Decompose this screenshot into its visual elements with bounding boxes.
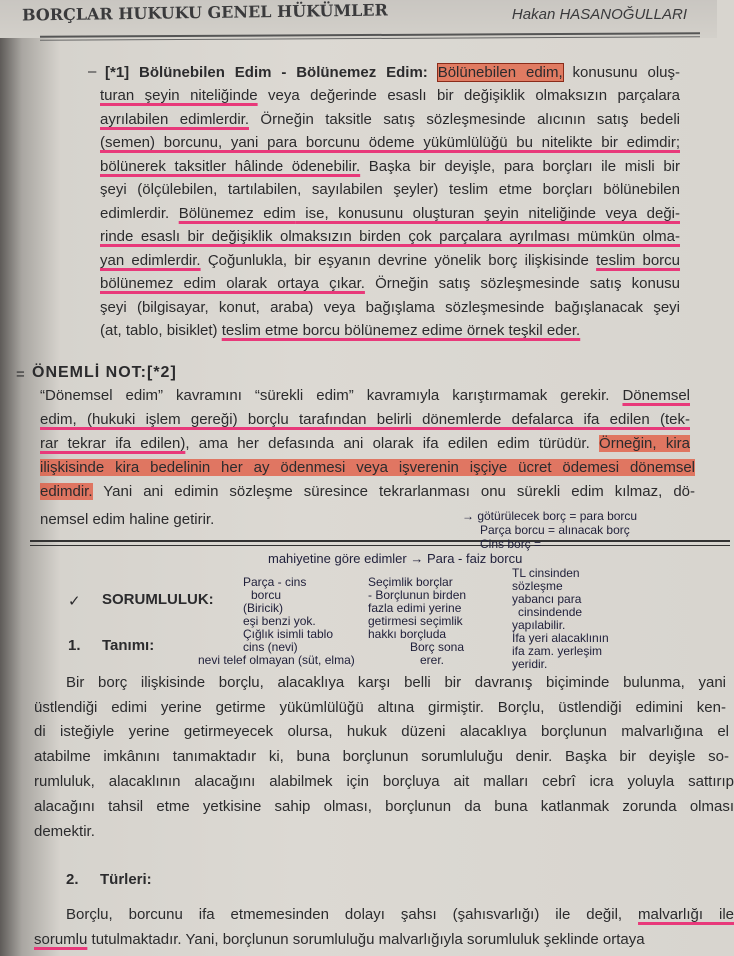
important-note-title: ÖNEMLİ NOT:[*2] <box>32 364 177 381</box>
handwritten-note: Parça - cins <box>243 575 307 589</box>
handwritten-note: erer. <box>420 653 445 667</box>
handwritten-note: borcu <box>251 588 282 602</box>
underlined-text: teslim etme borcu bölünemez edime örnek teşkil eder. <box>221 322 581 339</box>
text-line <box>100 157 680 177</box>
handwritten-note: Parça borcu = alınacak borç <box>480 523 630 537</box>
text-run: konusunu oluş- <box>562 64 680 81</box>
handwritten-note: cins (nevi) <box>243 640 298 654</box>
handwritten-note: TL cinsinden <box>512 566 580 580</box>
handwritten-note: - Borçlunun birden <box>368 588 467 602</box>
text-line <box>34 698 726 718</box>
text-line <box>34 772 734 792</box>
highlighted-text: Bölünebilen edim, <box>437 64 563 81</box>
text-run: Örneğin taksitle satış sözleşmesinde alıcının satış bedeli <box>249 111 681 128</box>
check-mark-icon: ✓ <box>68 593 81 610</box>
subsection-number: 2. <box>66 871 79 888</box>
handwritten-note: fazla edimi yerine <box>368 601 462 615</box>
text-line <box>100 274 680 294</box>
text-line <box>100 86 680 106</box>
underlined-text: ayrılabilen edimlerdir. <box>100 111 249 128</box>
highlighted-text: Örneğin, kira <box>599 435 690 452</box>
handwritten-note: ifa zam. yerleşim <box>512 644 603 658</box>
handwritten-note: Borç sona <box>410 640 465 654</box>
underlined-text: Bölünemez edim <box>178 205 296 222</box>
subsection-heading: Tanımı: <box>102 637 155 654</box>
text-run: (at, tablo, bisiklet) <box>100 322 222 339</box>
handwritten-note: eşi benzi yok. <box>243 614 316 628</box>
text-line <box>34 822 104 842</box>
text-run: rumluluk, alacaklının alacağını alabilmek için borçluya ait malları cebrî icra yoluyla sattırıp <box>34 773 734 790</box>
text-line <box>100 204 680 224</box>
subsection-heading: Türleri: <box>100 871 152 888</box>
handwritten-note: yeridir. <box>512 657 548 671</box>
section-divider <box>30 545 730 546</box>
text-line <box>40 410 690 430</box>
text-line <box>100 298 680 318</box>
text-line <box>34 722 729 742</box>
text-run: Borçlu, borcunu ifa etmemesinden dolayı şahsı (şahısvarlığı) ile değil, <box>66 906 639 923</box>
underlined-text: teslim borcu <box>596 252 681 269</box>
text-line <box>34 930 734 950</box>
handwritten-note: sözleşme <box>512 579 563 593</box>
text-run: alacağını tahsil etme yetkisine sahip olması, borçlunun da buna katlanmak zorunda olması <box>34 798 734 815</box>
text-line <box>100 133 680 153</box>
text-line <box>34 747 729 767</box>
text-line <box>105 63 680 83</box>
text-run: tutulmaktadır. Yani, borçlunun sorumluluğu malvarlığıyla sorumluluk şeklinde ortaya <box>87 931 645 948</box>
underlined-text: bölünerek taksitler hâlinde ödenebilir. <box>100 158 361 175</box>
handwritten-note: Seçimlik borçlar <box>368 575 453 589</box>
text-line <box>34 797 734 817</box>
handwritten-note: mahiyetine göre edimler → Para - faiz borcu <box>268 551 523 566</box>
handwritten-note: (Biricik) <box>243 601 283 615</box>
text-line <box>66 673 726 693</box>
text-line <box>40 482 695 502</box>
bold-text: [*1] Bölünebilen Edim - Bölünemez Edim: <box>105 64 438 81</box>
underlined-text: turan şeyin niteliğinde <box>100 87 258 104</box>
handwritten-note: → götürülecek borç = para borcu <box>462 509 638 523</box>
text-line <box>40 510 270 530</box>
text-run: veya değerinde esaslı bir değişiklik olmaksızın parçalara <box>257 87 680 104</box>
handwritten-note: yapılabilir. <box>512 618 566 632</box>
text-run: nemsel edim haline getirir. <box>40 511 215 528</box>
text-line <box>100 227 680 247</box>
handwritten-note: cinsindende <box>518 605 583 619</box>
underlined-text: rinde esaslı bir değişiklik olmaksızın birden çok parçalara ayrılması mümkün olma- <box>100 228 680 245</box>
text-run: Örneğin satış sözleşmesinde satış konusu <box>364 275 681 292</box>
text-line <box>40 434 690 454</box>
underlined-text: malvarlığı ile <box>638 906 734 923</box>
text-run: edimlerdir. <box>100 205 179 222</box>
highlighted-text: ilişkisinde kira bedelinin her ay ödenmesi veya işverenin işçiye ücret ödemesi dönemsel <box>40 459 695 476</box>
highlighted-text: edimdir. <box>40 483 93 500</box>
text-line <box>66 905 734 925</box>
text-run: di isteğiyle yerine getirmeyecek olursa, hukuk düzeni alacaklıya borçlunun malvarlığına el <box>34 723 729 740</box>
subsection-number: 1. <box>68 637 81 654</box>
underlined-text: edim, (hukuki işlem gereği) borçlu tarafından belirli dönemlerde defalarca ifa edilen (tek- <box>40 411 690 428</box>
handwritten-note: Çığlık isimli tablo <box>243 627 334 641</box>
section-divider <box>30 540 730 542</box>
handwritten-note: Cins borç = <box>480 537 542 551</box>
text-run: şeyi (bilgisayar, konut, araba) veya bağışlama sözleşmesinde bağışlanacak şeyi <box>100 299 680 316</box>
handwritten-note: nevi telef olmayan (süt, elma) <box>198 653 355 667</box>
text-run: “Dönemsel edim” kavramını “sürekli edim” kavramıyla karıştırmamak gerekir. <box>40 387 623 404</box>
underlined-text: (semen) borcunu, yani para borcunu ödeme yükümlülüğü bu nitelikte bir edimdir; <box>100 134 680 151</box>
text-line <box>100 251 680 271</box>
text-run: Yani ani edimin sözleşme süresince tekrarlanması onu sürekli edim kılmaz, dö- <box>92 483 695 500</box>
bullet-dash: – <box>88 63 97 80</box>
handwritten-note: yabancı para <box>512 592 582 606</box>
section-heading: SORUMLULUK: <box>102 591 214 608</box>
underlined-text: rar tekrar ifa edilen) <box>40 435 186 452</box>
author-name: Hakan HASANOĞULLARI <box>511 6 687 23</box>
text-run: atabilme imkânını tanımaktadır ki, buna borçlunun sorumluluğu denir. Başka bir deyişle so- <box>34 748 729 765</box>
handwritten-equals: = <box>16 366 25 383</box>
underlined-text: sorumlu <box>34 931 88 948</box>
text-run: üstlendiği edimi yerine getirme yükümlülüğü altına girmiştir. Borçlu, üstlendiği edimini ken- <box>34 699 726 716</box>
handwritten-note: getirmesi seçimlik <box>368 614 463 628</box>
book-title: BORÇLAR HUKUKU GENEL HÜKÜMLER <box>21 0 388 25</box>
underlined-text: yan edimlerdir. <box>100 252 201 269</box>
handwritten-note: İfa yeri alacaklının <box>512 631 609 645</box>
text-line <box>40 458 695 478</box>
text-run: , ama her defasında ani olarak ifa edilen edim türüdür. <box>185 435 600 452</box>
underlined-text: ise, konusunu oluşturan şeyin niteliğinde veya deği- <box>295 205 680 222</box>
underlined-text: bölünemez edim olarak ortaya çıkar. <box>100 275 365 292</box>
text-line <box>40 386 690 406</box>
text-line <box>100 180 680 200</box>
text-run: demektir. <box>34 823 95 840</box>
underlined-text: Dönemsel <box>622 387 690 404</box>
text-line <box>100 110 680 130</box>
handwritten-note: hakkı borçluda <box>368 627 447 641</box>
text-run: Bir borç ilişkisinde borçlu, alacaklıya karşı belli bir davranış biçiminde bulunma, yani <box>66 674 726 691</box>
text-run: Başka bir deyişle, para borçları ile misli bir <box>360 158 680 175</box>
text-run: şeyi (ölçülebilen, tartılabilen, sayılabilen şeyler) teslim etme borçları bölünebilen <box>100 181 680 198</box>
text-run: Çoğunlukla, bir eşyanın devrine yönelik borç ilişkisinde <box>200 252 597 269</box>
text-line <box>100 321 625 341</box>
